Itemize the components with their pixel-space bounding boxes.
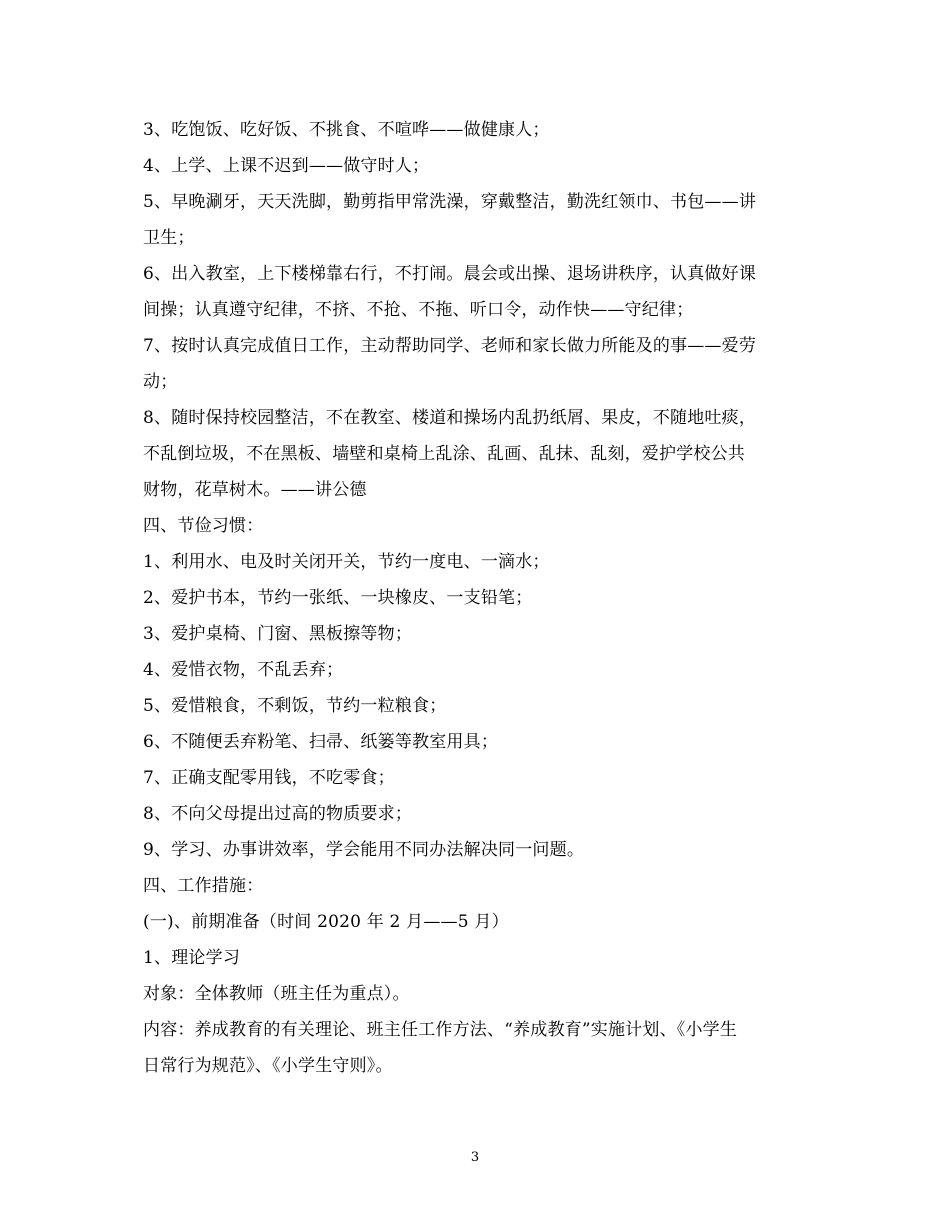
- text-line: 1、理论学习: [143, 948, 241, 968]
- text-line: 3、吃饱饭、吃好饭、不挑食、不喧哗——做健康人；: [143, 120, 550, 140]
- text-line: 8、不向父母提出过高的物质要求；: [143, 804, 413, 824]
- text-line: 动；: [143, 372, 178, 392]
- text-line: 5、爱惜粮食，不剩饭，节约一粒粮食；: [143, 696, 447, 716]
- section-heading: 四、节俭习惯：: [143, 516, 264, 536]
- text-line: 9、学习、办事讲效率，学会能用不同办法解决同一问题。: [143, 840, 585, 860]
- text-line: 5、早晚涮牙，天天洗脚，勤剪指甲常洗澡，穿戴整洁，勤洗红领巾、书包——讲: [143, 192, 757, 212]
- text-line: 对象：全体教师（班主任为重点）。: [143, 984, 410, 1004]
- text-line: 7、按时认真完成值日工作，主动帮助同学、老师和家长做力所能及的事——爱劳: [143, 336, 757, 356]
- subsection-heading: (一)、前期准备（时间 2020 年 2 月——5 月）: [143, 912, 509, 932]
- text-line: 1、利用水、电及时关闭开关，节约一度电、一滴水；: [143, 552, 550, 572]
- text-line: 间操；认真遵守纪律，不挤、不抢、不拖、听口令，动作快——守纪律；: [143, 300, 694, 320]
- text-line: 内容：养成教育的有关理论、班主任工作方法、“养成教育”实施计划、《小学生: [143, 1020, 738, 1040]
- text-line: 日常行为规范》、《小学生守则》。: [143, 1056, 393, 1076]
- document-body: [143, 112, 813, 1084]
- text-line: 卫生；: [143, 228, 195, 248]
- page-number: 3: [470, 1150, 480, 1165]
- text-line: 财物，花草树木。——讲公德: [143, 480, 367, 500]
- text-line: 6、不随便丢弃粉笔、扫帚、纸篓等教室用具；: [143, 732, 499, 752]
- text-line: 不乱倒垃圾，不在黑板、墙壁和桌椅上乱涂、乱画、乱抹、乱刻，爱护学校公共: [143, 444, 745, 464]
- text-line: 2、爱护书本，节约一张纸、一块橡皮、一支铅笔；: [143, 588, 533, 608]
- section-heading: 四、工作措施：: [143, 876, 264, 896]
- text-line: 4、上学、上课不迟到——做守时人；: [143, 156, 430, 176]
- text-line: 7、正确支配零用钱，不吃零食；: [143, 768, 395, 788]
- text-line: 8、随时保持校园整洁，不在教室、楼道和操场内乱扔纸屑、果皮，不随地吐痰，: [143, 408, 757, 428]
- text-line: 3、爱护桌椅、门窗、黑板擦等物；: [143, 624, 413, 644]
- text-line: 6、出入教室，上下楼梯靠右行，不打闹。晨会或出操、退场讲秩序，认真做好课: [143, 264, 757, 284]
- text-line: 4、爱惜衣物，不乱丢弃；: [143, 660, 344, 680]
